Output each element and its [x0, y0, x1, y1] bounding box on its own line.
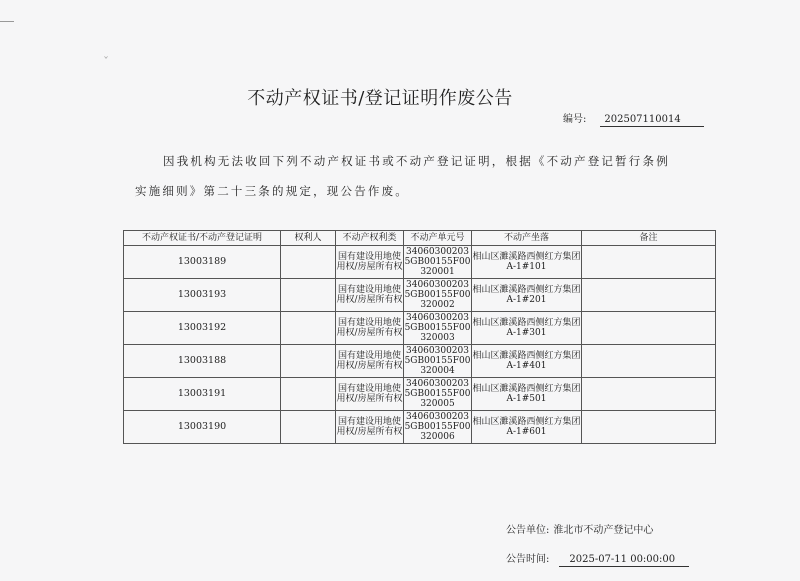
- cell-right-type: 国有建设用地使用权/房屋所有权: [336, 246, 404, 279]
- cell-unit-number: 340603002035GB00155F00320003: [404, 312, 471, 344]
- cell-note: [582, 279, 716, 312]
- header-note: 备注: [582, 231, 716, 246]
- number-label: 编号:: [563, 114, 587, 125]
- table-row: [124, 411, 716, 444]
- cell-location: 相山区濉溪路西侧红方集团A-1#301: [472, 312, 582, 345]
- header-holder: 权利人: [281, 231, 336, 246]
- table-row: [124, 312, 716, 345]
- unit-label: 公告单位:: [506, 525, 550, 536]
- cell-note: [582, 312, 716, 345]
- cell-right-type: 国有建设用地使用权/房屋所有权: [336, 411, 404, 444]
- time-label: 公告时间:: [506, 554, 550, 565]
- table-row: [124, 345, 716, 378]
- cell-right-type: 国有建设用地使用权/房屋所有权: [336, 345, 404, 378]
- table-row: [124, 279, 716, 312]
- announcement-time: [506, 550, 689, 567]
- cell-holder: [281, 378, 336, 411]
- cell-location: 相山区濉溪路西侧红方集团A-1#201: [472, 279, 582, 312]
- scan-speck: ˇ: [103, 55, 109, 69]
- cell-unit-number: 340603002035GB00155F00320004: [404, 345, 471, 377]
- voided-certificates-table: [123, 230, 716, 444]
- header-location: 不动产坐落: [472, 231, 582, 246]
- notice-paragraph-1: 因我机构无法收回下列不动产权证书或不动产登记证明，根据《不动产登记暂行条例: [163, 154, 670, 168]
- cell-note: [582, 411, 716, 444]
- header-cert: 不动产权证书/不动产登记证明: [124, 231, 281, 246]
- header-right-type: 不动产权利类: [336, 231, 404, 246]
- cell-location: 相山区濉溪路西侧红方集团A-1#401: [472, 345, 582, 378]
- cell-cert: 13003191: [124, 378, 281, 411]
- cell-note: [582, 378, 716, 411]
- cell-right-type: 国有建设用地使用权/房屋所有权: [336, 378, 404, 411]
- cell-location: 相山区濉溪路西侧红方集团A-1#601: [472, 411, 582, 444]
- notice-paragraph-2: 实施细则》第二十三条的规定，现公告作废。: [135, 184, 409, 198]
- header-unit-number: 不动产单元号: [404, 231, 472, 246]
- cell-cert: 13003193: [124, 279, 281, 312]
- cell-holder: [281, 279, 336, 312]
- table-row: [124, 246, 716, 279]
- table-row: [124, 378, 716, 411]
- announcing-unit: [506, 521, 653, 536]
- cell-unit-number: 340603002035GB00155F00320001: [404, 246, 471, 278]
- number-value: 202507110014: [600, 114, 704, 127]
- cell-location: 相山区濉溪路西侧红方集团A-1#501: [472, 378, 582, 411]
- cell-location: 相山区濉溪路西侧红方集团A-1#101: [472, 246, 582, 279]
- scan-edge-mark: [0, 21, 14, 22]
- cell-holder: [281, 312, 336, 345]
- document-title: 不动产权证书/登记证明作废公告: [247, 88, 513, 109]
- cell-holder: [281, 246, 336, 279]
- cell-cert: 13003188: [124, 345, 281, 378]
- cell-cert: 13003192: [124, 312, 281, 345]
- unit-value: 淮北市不动产登记中心: [553, 525, 654, 536]
- cell-note: [582, 345, 716, 378]
- cell-right-type: 国有建设用地使用权/房屋所有权: [336, 279, 404, 312]
- cell-unit-number: 340603002035GB00155F00320006: [404, 411, 471, 443]
- cell-right-type: 国有建设用地使用权/房屋所有权: [336, 312, 404, 345]
- document-number: [563, 110, 704, 127]
- cell-unit-number: 340603002035GB00155F00320005: [404, 378, 471, 410]
- time-value: 2025-07-11 00:00:00: [559, 554, 689, 567]
- cell-unit-number: 340603002035GB00155F00320002: [404, 279, 471, 311]
- cell-holder: [281, 411, 336, 444]
- cell-holder: [281, 345, 336, 378]
- table-header-row: [124, 231, 716, 246]
- cell-cert: 13003189: [124, 246, 281, 279]
- cell-cert: 13003190: [124, 411, 281, 444]
- cell-note: [582, 246, 716, 279]
